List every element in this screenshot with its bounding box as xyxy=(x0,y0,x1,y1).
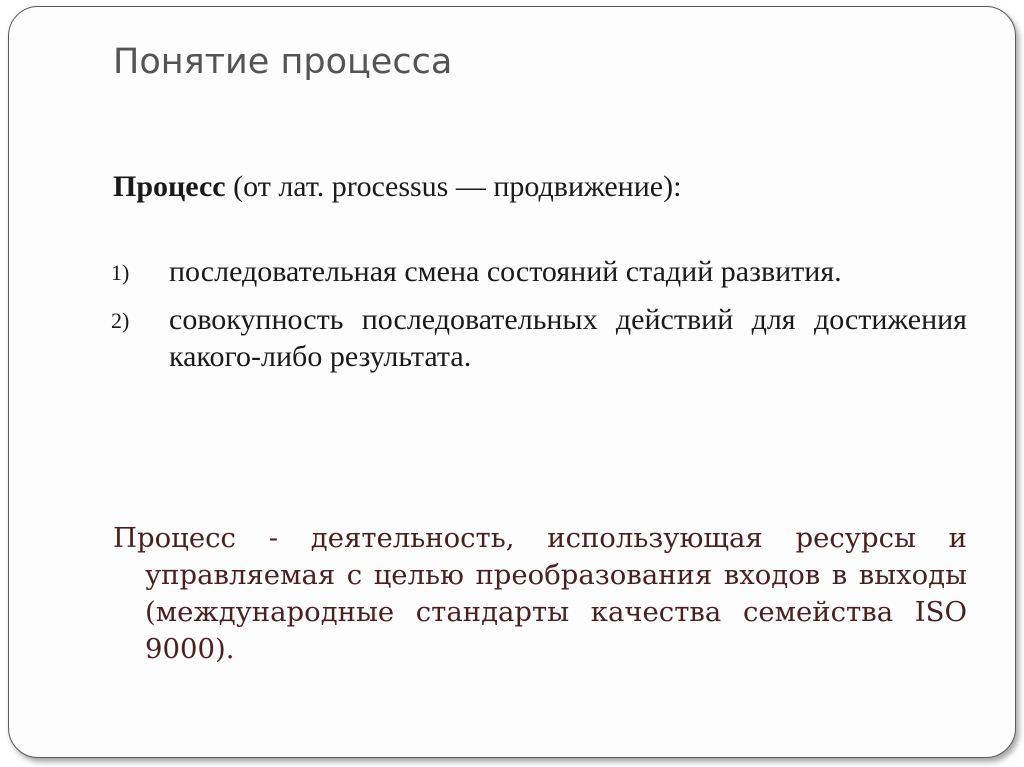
list-item-number: 2) xyxy=(111,308,130,333)
definition-list xyxy=(111,253,967,386)
slide xyxy=(8,6,1016,758)
list-item xyxy=(111,253,967,290)
slide-title: Понятие процесса xyxy=(113,42,453,82)
definition-line xyxy=(113,165,681,209)
list-item-number: 1) xyxy=(111,260,130,285)
iso-definition: Процесс - деятельность, использующая ресурсы и управляемая с целью преобразования входов в выходы (международные стандарты качества семейства ISO 9000). xyxy=(113,522,967,665)
list-item xyxy=(111,301,967,375)
list-item-text: последовательная смена состояний стадий развития. xyxy=(169,255,842,288)
definition-rest: (от лат. processus — продвижение): xyxy=(225,170,682,203)
definition-term: Процесс xyxy=(113,170,226,203)
list-item-text: совокупность последовательных действий для достижения какого-либо результата. xyxy=(169,303,967,373)
